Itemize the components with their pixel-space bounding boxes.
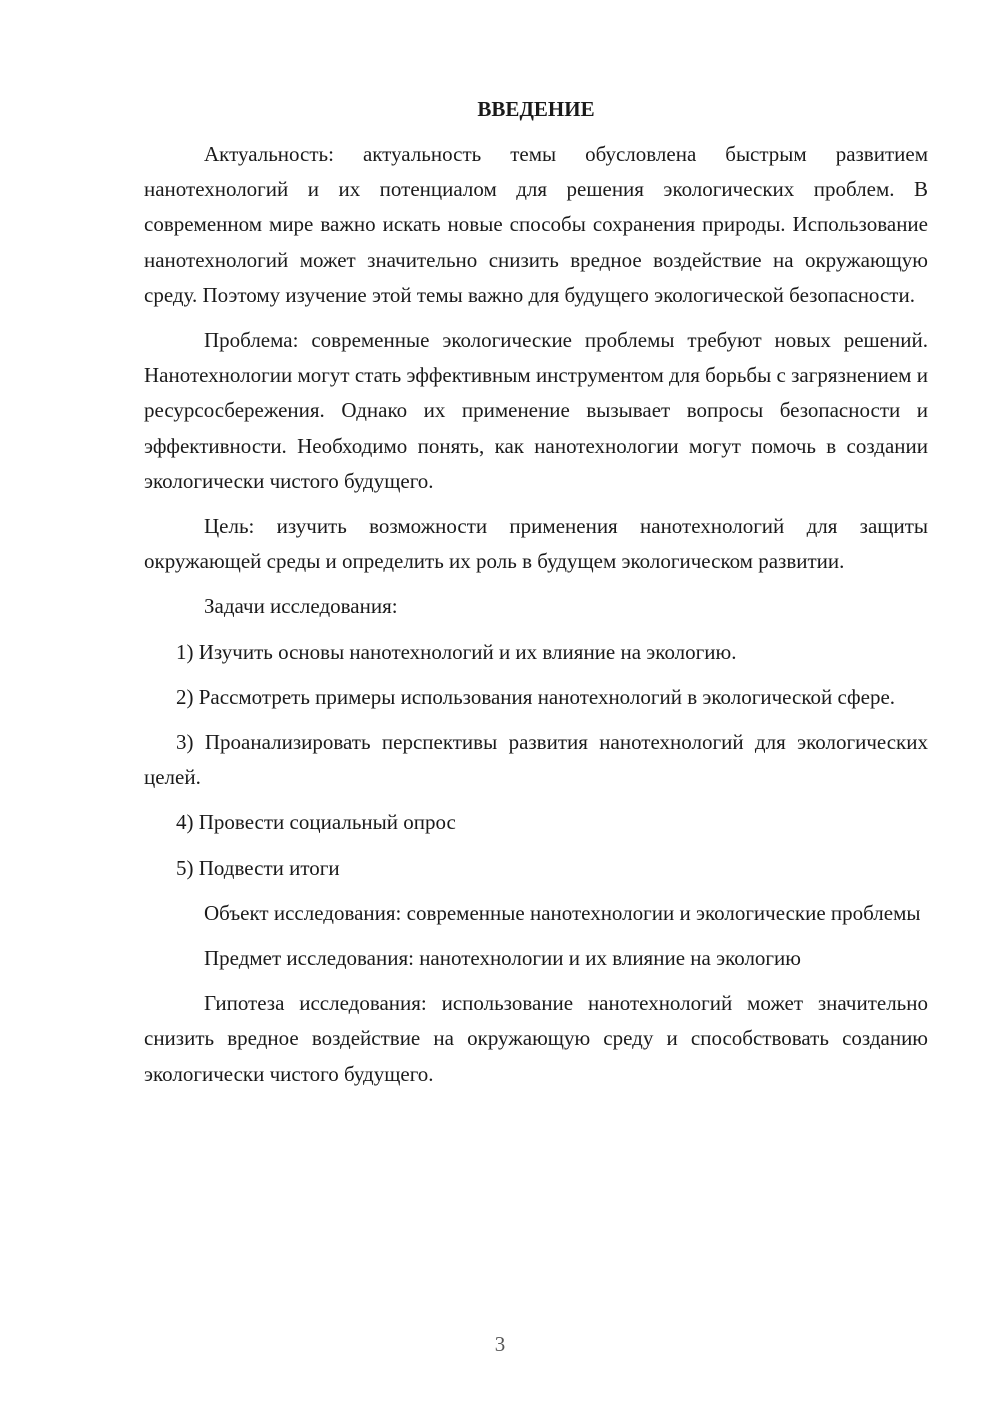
- paragraph-hypothesis: Гипотеза исследования: использование нанотехнологий может значительно снизить вредное воздействие на окружающую среду и способствовать созданию экологически чистого будущего.: [144, 991, 928, 1086]
- task-item-3: 3) Проанализировать перспективы развития нанотехнологий для экологических целей.: [144, 730, 928, 790]
- page-number: 3: [494, 1332, 506, 1356]
- paragraph-goal: Цель: изучить возможности применения нанотехнологий для защиты окружающей среды и определить их роль в будущем экологическом развитии.: [144, 514, 928, 574]
- paragraph-subject: Предмет исследования: нанотехнологии и их влияние на экологию: [204, 946, 801, 971]
- task-item-1: 1) Изучить основы нанотехнологий и их влияние на экологию.: [176, 639, 737, 664]
- paragraph-relevance: Актуальность: актуальность темы обусловлена быстрым развитием нанотехнологий и их потенциалом для решения экологических проблем. В современном мире важно искать новые способы сохранения природы. Использование нанотехнологий может значительно снизить вредное воздействие на окружающую среду. Поэтому изучение этой темы важно для будущего экологической безопасности.: [144, 142, 928, 307]
- section-title: ВВЕДЕНИЕ: [477, 97, 595, 121]
- task-item-4: 4) Провести социальный опрос: [176, 810, 456, 835]
- document-page: [144, 92, 928, 1102]
- paragraph-problem: Проблема: современные экологические проблемы требуют новых решений. Нанотехнологии могут стать эффективным инструментом для борьбы с загрязнением и ресурсосбережения. Однако их применение вызывает вопросы безопасности и эффективности. Необходимо понять, как нанотехнологии могут помочь в создании экологически чистого будущего.: [144, 328, 928, 493]
- paragraph-tasks-heading: Задачи исследования:: [204, 594, 398, 619]
- task-item-2: 2) Рассмотреть примеры использования нанотехнологий в экологической сфере.: [176, 684, 896, 709]
- task-item-5: 5) Подвести итоги: [176, 855, 340, 880]
- paragraph-object: Объект исследования: современные нанотехнологии и экологические проблемы: [204, 900, 921, 925]
